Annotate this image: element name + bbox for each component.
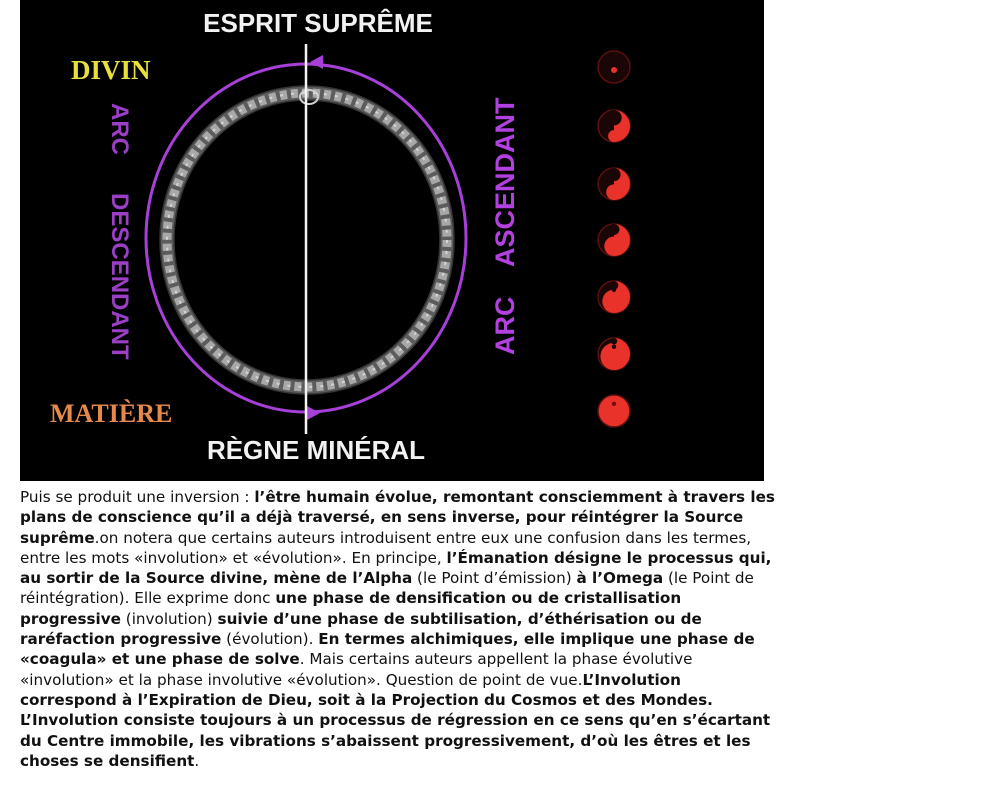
text-seg1: Puis se produit une inversion : <box>20 488 255 506</box>
bottom-label: RÈGNE MINÉRAL <box>206 435 426 465</box>
text-seg9: (involution) <box>120 609 218 628</box>
text-seg13: . Mais certains auteurs appellent la phase évolutive «involution» et la phase involutive «évolution». Question de point de vue. <box>20 650 693 689</box>
text-seg12: En termes alchimiques, elle implique une phase de «coagula» et une phase de solve <box>20 630 755 669</box>
text-seg4: l’Émanation désigne le processus qui, au sortir de la Source divine, mène de l’Alpha <box>20 548 772 588</box>
text-seg11: (évolution). <box>221 630 319 649</box>
text-seg3: .on notera que certains auteurs introduisent entre eux une confusion dans les termes, entre les mots «involution» et «évolution». En principe, <box>20 528 752 567</box>
text-seg10: suivie d’une phase de subtilisation, d’éthérisation ou de raréfaction progressive <box>20 609 702 649</box>
phase-circle <box>598 51 630 83</box>
arc-ascendant-group <box>490 97 520 355</box>
text-seg6: à l’Omega <box>576 569 664 588</box>
arc-left-word2: DESCENDANT <box>106 193 133 360</box>
text-seg15: . <box>194 751 200 770</box>
diagram-svg <box>20 0 764 481</box>
phase-circle <box>598 168 630 200</box>
phase-circle <box>598 338 630 370</box>
text-seg5: (le Point d’émission) <box>412 569 577 588</box>
arc-right-word1: ARC <box>490 296 520 355</box>
text-seg8: une phase de densification ou de cristallisation progressive <box>20 589 682 628</box>
matiere-label: MATIÈRE <box>50 399 173 428</box>
phase-circle <box>598 395 630 427</box>
esprit-matiere-diagram <box>20 0 764 481</box>
article-text <box>20 487 780 771</box>
arc-right-word2: ASCENDANT <box>490 97 520 267</box>
top-label: ESPRIT SUPRÊME <box>203 8 433 38</box>
text-seg7: (le Point de réintégration). Elle exprime donc <box>20 569 754 608</box>
phase-circle <box>598 281 630 313</box>
phase-circle <box>598 110 630 142</box>
arc-left-word1: ARC <box>106 103 133 155</box>
arc-descendant-group <box>106 103 133 360</box>
divin-label: DIVIN <box>71 55 151 85</box>
text-seg2: l’être humain évolue, remontant consciemment à travers les plans de conscience qu’il a déjà traversé, en sens inverse, pour réintégrer la Source suprême <box>20 488 775 547</box>
phase-circle <box>598 224 630 256</box>
text-seg14: L’Involution correspond à l’Expiration de Dieu, soit à la Projection du Cosmos et des Mondes. L’Involution consiste toujours à un processus de régression en ce sens qu’en s’écartant du Centre immobile, les vibrations s’abaissent progressivement, d’où les êtres et les choses se densifient <box>20 670 771 770</box>
